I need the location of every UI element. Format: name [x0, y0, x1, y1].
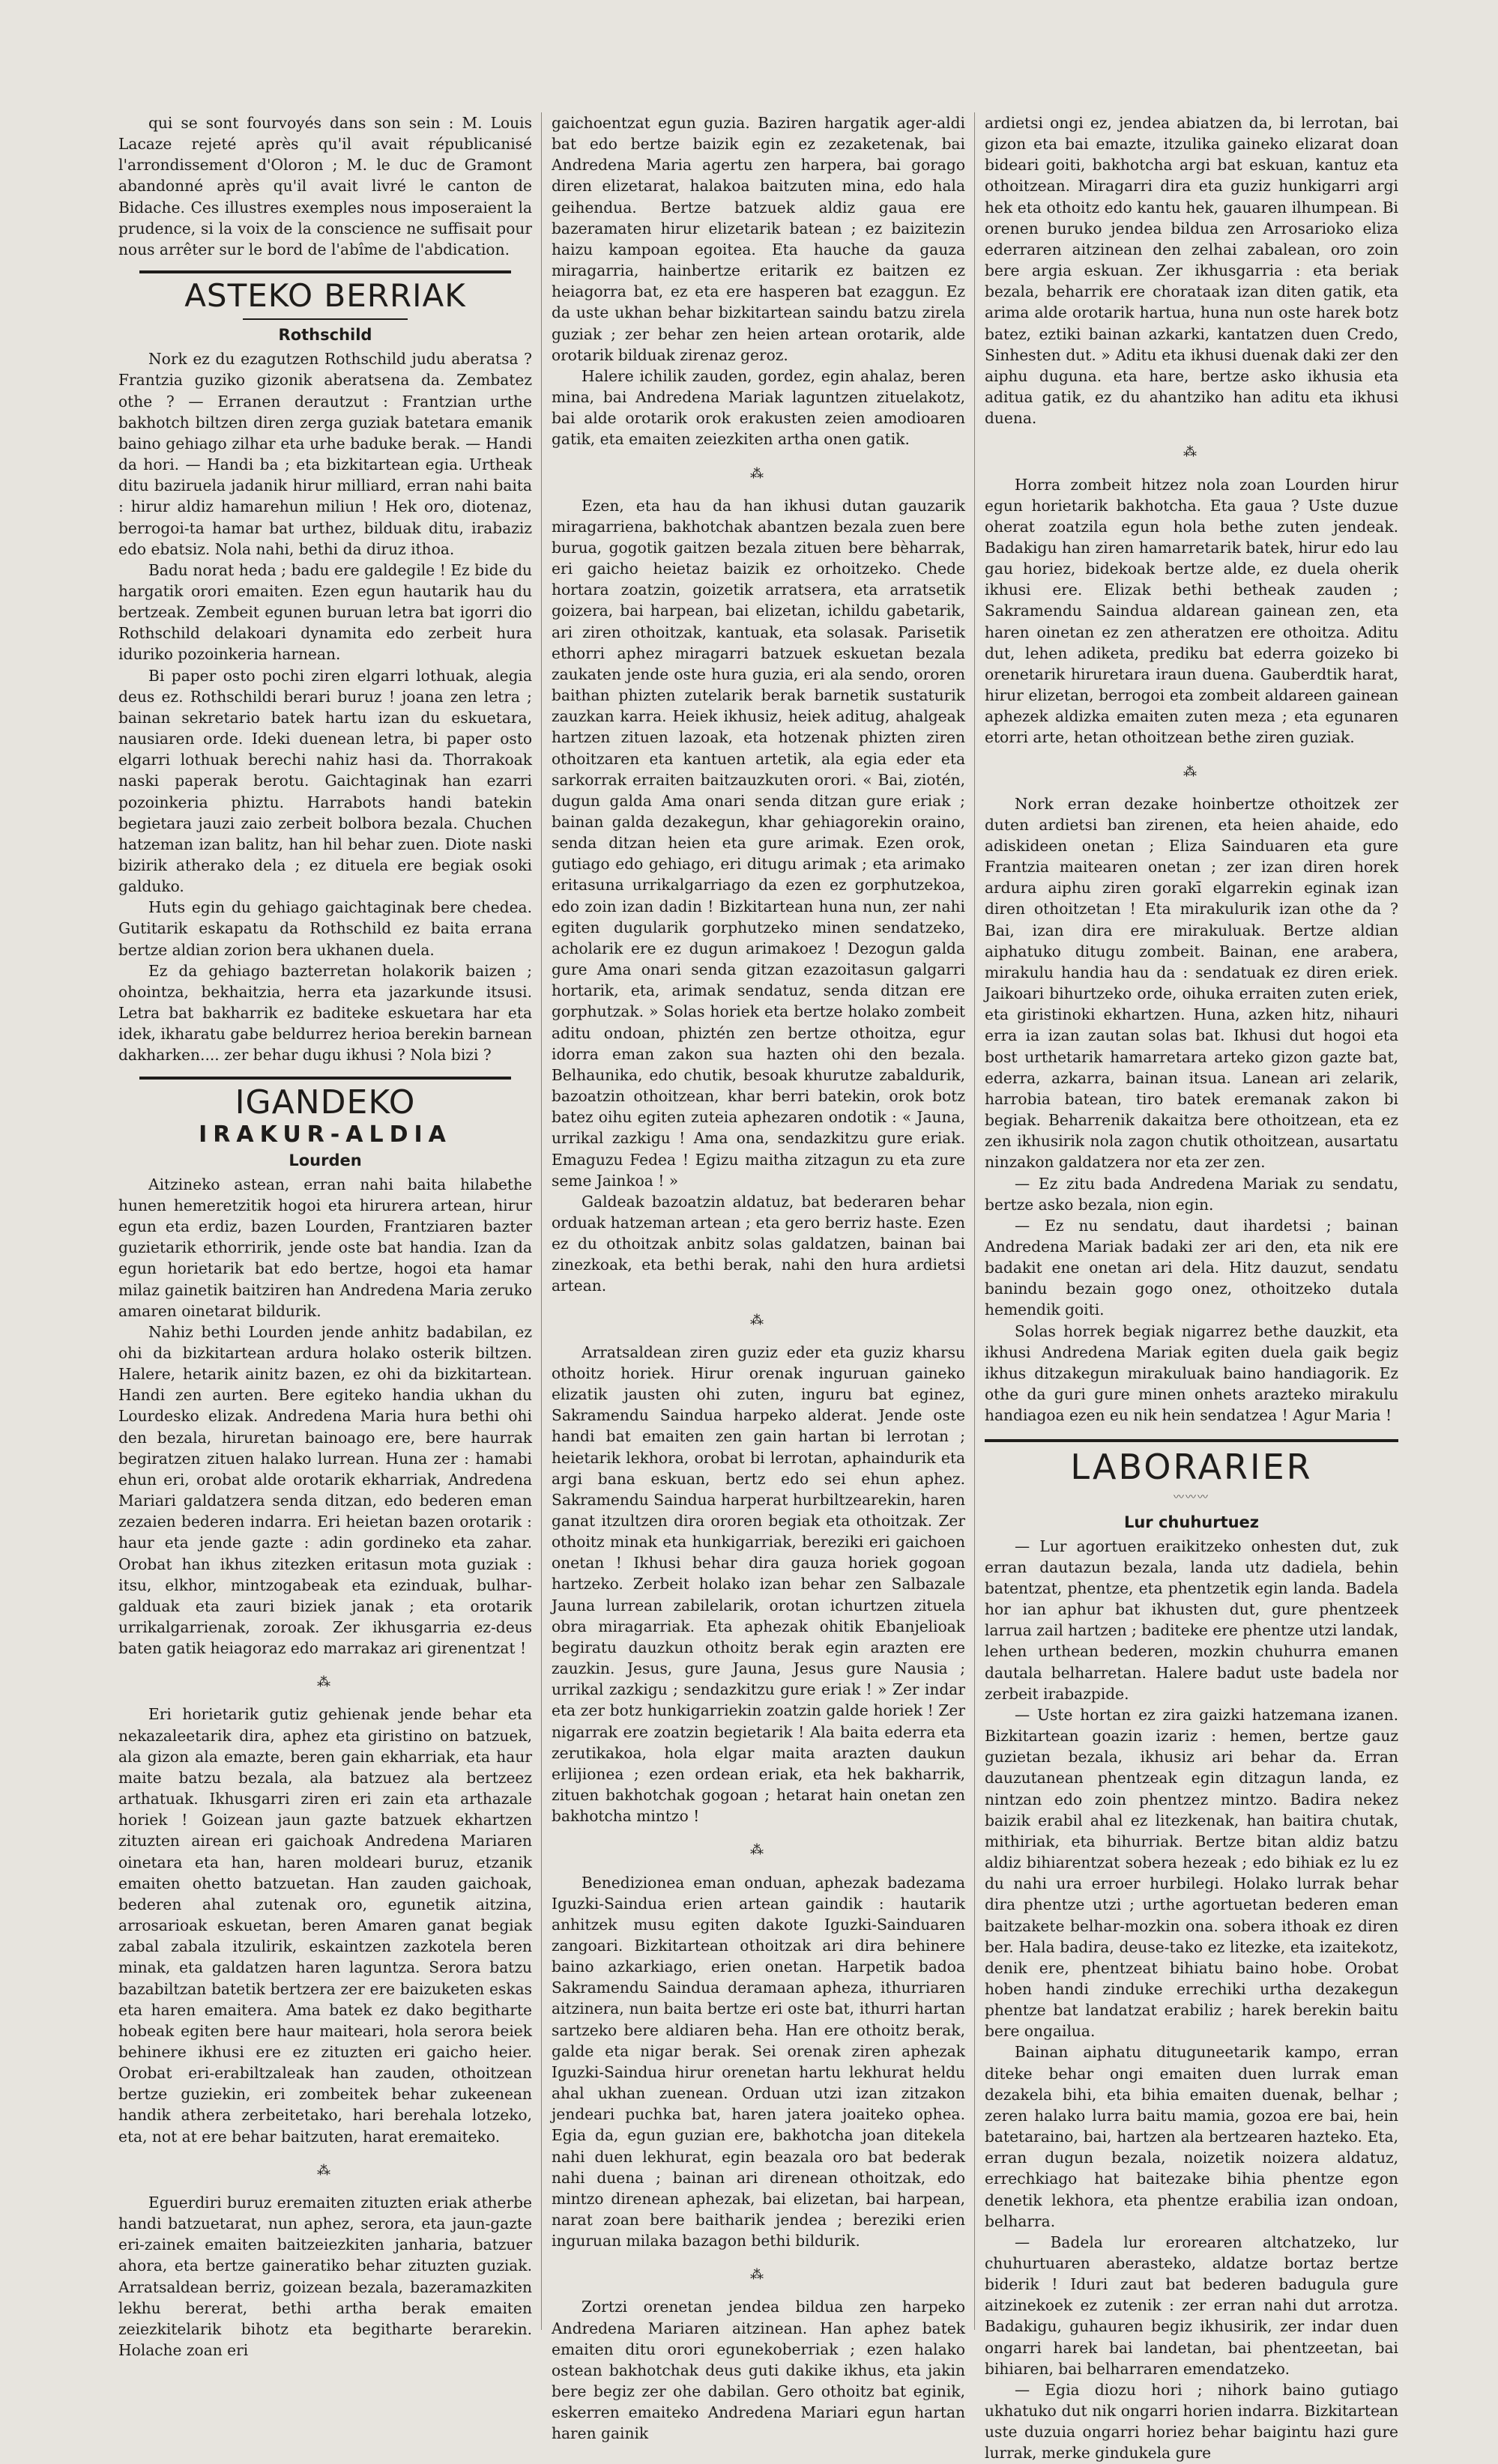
ornament-squiggle: 〰〰〰	[1174, 1492, 1209, 1504]
section-rule	[139, 270, 512, 273]
article-paragraph: Horra zombeit hitzez nola zoan Lourden hirur egun horietarik bakhotcha. Eta gaua ? Uste duzue oherat zoatzila egun hola bethe zuten jendeak. Badakigu han ziren hamarretarik batek, hirur edo lau gau horiez, bidekoak bertze alde, ez duela oherik ikhusi ere. Elizak bethi betheak zauden ; Sakramendu Saindua aldarean gainean zen, eta haren oinetan ez zen atheratzen ere othoitza. Aditu dut, lehen adiketa, prediku bat ederra goizeko bi orenetarik hiruretara iraun duena. Gauberdtik harat, hirur elizetan, berrogoi eta zombeit aldareen gainean aphezek aldizka emaiten zuten meza ; eta egunaren etorri arte, hetan othoitzean bethe ziren guziak.	[985, 475, 1398, 747]
article-paragraph: — Ez zitu bada Andredena Mariak zu sendatu, bertze asko bezala, nion egin.	[985, 1174, 1398, 1214]
ornament-asterism: ⁂	[750, 2267, 767, 2283]
column-3	[985, 112, 1398, 2464]
article-paragraph: — Badela lur erorearen altchatzeko, lur chuhurtuaren aberasteko, aldatze bortaz bertze biderik ! Iduri zaut bat bederen badugula gure aitzinekoek ez zutenik : zer erran nahi dut arrotza. Badakigu, guhauren begiz ikhusirik, zer indar duen ongarri harek bai landetan, bai phentzeetan, bai bihiaren, bai belharraren emendatzeko.	[985, 2233, 1398, 2378]
article-paragraph: Nahiz bethi Lourden jende anhitz badabilan, ez ohi da bizkitartean ardura holako osterik biltzen. Halere, hetarik ainitz bazen, ez ohi da bizkitartean. Handi zen aurten. Bere egiteko handia ukhan du Lourdesko elizak. Andredena Maria hura bethi ohi den bezala, hiruretan bainoago ere, bere haurrak begiratzen zituen halako lurrean. Huna zer : hamabi ehun eri, orobat alde orotarik ekharriak, Andredena Mariari galdatzera senda ditzan, edo bederen eman zezaien bederen indarra. Eri heietan bazen orotarik : haur eta jende gazte : adin gordineko eta zahar. Orobat han ikhus zitezken eritasun mota guziak : itsu, elkhor, mintzogabeak eta ezinduak, bulhar-galduak eta zauri biziek janak ; eta orotarik urrikalgarrienak, zoroak. Zer ikhusgarria ez-deus baten gatik heiagoraz edo marrakaz ari girenentzat !	[118, 1322, 532, 1658]
article-paragraph: Zortzi orenetan jendea bildua zen harpeko Andredena Mariaren aitzinean. Han aphez batek emaiten ditu orori egunekoberriak ; ezen halako ostean bakhotchak deus guti dakike ikhus, eta jakin bere begiz zer ohe dabilan. Gero othoitz bat eginik, eskerren emaiteko Andredena Mariari egun hartan haren gainik	[552, 2298, 965, 2443]
article-paragraph: Eri horietarik gutiz gehienak jende behar eta nekazaleetarik dira, aphez eta giristino on batzuek, ala gizon ala emazte, beren gain ekharriak, eta haur maite batzu bezala, ala batzuez ala bertzeez arthatuak. Ikhusgarri ziren eri zain eta arthazale horiek ! Goizean jaun gazte batzuek ekhartzen zituzten airean eri gaichoak Andredena Mariaren oinetara eta han, haren moldeari buruz, etzanik emaiten ohetto batzuetan. Han zauden gaichoak, bederen ahal zutenak oro, egunetik aitzina, arrosarioak eskuetan, beren Amaren ganat begiak zabal zabala itzulirik, eskaintzen zazkotela beren minak, eta galdatzen haren laguntza. Serora batzu bazabiltzan batetik bertzera zer ere baizuketen eskas eta haren emaitera. Ama batek ez dako begitharte hobeak egiten bere haur maiteari, hola serora beiek behinere ikhusi ere ez zituzten eri gaicho heier. Orobat eri-erabiltzaleak han zauden, othoitzean bertze guziekin, eri zombeitek behar zukeenean handik athera zerbeitetako, hari berehala lotzeko, eta, not at ere behar baitzuten, harat eremaiteko.	[118, 1705, 532, 2146]
ornament-asterism: ⁂	[1183, 763, 1200, 780]
column-1	[118, 112, 532, 2361]
article-paragraph: Nork erran dezake hoinbertze othoitzek zer duten ardietsi ban zirenen, eta heien ahaide, edo adiskideen onetan ; Eliza Sainduaren eta gure Frantzia maitearen onetan ; zer izan diren horek ardura aiphu ziren gorakī elgarrekin eginak izan diren othoitzetan ! Eta mirakulurik izan othe da ? Bai, izan dira ere mirakuluak. Bertze aldian aiphatuko ditugu zombeit. Bainan, ene arabera, mirakulu handia hau da : sendatuak ez diren eriek. Jaikoari bihurtzeko orde, oihuka erraiten zuten eriek, eta giristinoki ekhartzen. Huna, azken hitz, nihauri erra ia izan zautan solas bat. Ikhusi dut hogoi eta bost urthetarik hamarretara arteko gizon gazte bat, ederra, azkarra, bainan itsua. Lanean ari zelarik, harrobia batean, tiro batek eremanak zakon bi begiak. Beharrenik dakaitza bere othoitzean, eta ez zen ikhusirik nola zagon chutik othoitzean, ausartatu ninzakon galdatzera nor eta zer zen.	[985, 794, 1398, 1172]
article-paragraph: Eguerdiri buruz eremaiten zituzten eriak atherbe handi batzuetarat, nun aphez, serora, eta jaun-gazte eri-zainek emaiten baitzeiezkiten janharia, batzuer ahora, eta bertze gaineratiko behar zituzten guziak. Arratsaldean berriz, goizean bezala, bazeramazkiten lekhu bererat, bethi artha berak emaiten zeiezkitelarik bihotz eta begitharte berarekin. Holache zoan eri	[118, 2193, 532, 2359]
article-paragraph: Galdeak bazoatzin aldatuz, bat bederaren behar orduak hatzeman artean ; eta gero berriz haste. Ezen ez du othoitzak anbitz solas galdatzen, bainan bai zinezkoak, eta bethi berak, nahi den hura ardietsi artean.	[552, 1192, 965, 1295]
ornament-asterism: ⁂	[750, 1842, 767, 1859]
article-subtitle-rothschild: Rothschild	[278, 326, 372, 345]
article-subtitle-lourden: Lourden	[289, 1151, 362, 1169]
section-title-asteko-berriak: ASTEKO BERRIAK	[184, 277, 466, 315]
column-divider	[974, 112, 975, 2330]
article-paragraph: Solas horrek begiak nigarrez bethe dauzkit, eta ikhusi Andredena Mariak egiten duela gaik begiz ikhus ditzakegun mirakuluak baino handiagorik. Ez othe da guri gure minen onhets arazteko mirakulu handiagoa ezen eu nik hein sendatzea ! Agur Maria !	[985, 1322, 1398, 1425]
ornament-asterism: ⁂	[317, 2162, 333, 2179]
article-paragraph: — Egia diozu hori ; nihork baino gutiago ukhatuko dut nik ongarri horien indarra. Bizkitartean uste duzuia ongarri horiez behar baigintu hazi gure lurrak, merke gindukela gure	[985, 2380, 1398, 2463]
section-rule	[139, 1077, 512, 1080]
article-paragraph: — Ez nu sendatu, daut ihardetsi ; bainan Andredena Mariak badaki zer ari den, eta nik ere badakit ene onetan ari dela. Hitz dauzut, sendatu banindu bezain gogo onez, othoitzeko dutala hemendik goiti.	[985, 1216, 1398, 1319]
article-paragraph: Huts egin du gehiago gaichtaginak bere chedea. Gutitarik eskapatu da Rothschild ez baita errana bertze aldian zorion bera ukhanen duela.	[118, 898, 532, 959]
article-paragraph: Aitzineko astean, erran nahi baita hilabethe hunen hemeretzitik hogoi eta hirurera artean, hirur egun eta erdiz, bazen Lourden, Frantziaren bazter guzietarik ethorririk, jende oste bat handia. Izan da egun horietarik bat edo bertze, hogoi eta hamar milaz gainetik baitziren han Andredena Maria zeruko amaren oinetarat bildurik.	[118, 1175, 532, 1320]
article-paragraph: Benedizionea eman onduan, aphezak badezama Iguzki-Saindua erien artean gaindik : hautarik anhitzek musu egiten dakote Iguzki-Sainduaren zangoari. Bizkitartean othoitzak ari dira behinere baino azkarkiago, erien onetan. Harpetik badoa Sakramendu Saindua deramaan apheza, ithurriaren aitzinera, nun baita bertze eri oste bat, ithurri hartan sartzeko bere aldiaren beha. Han ere othoitz berak, galde eta nigar berak. Sei orenak ziren aphezak Iguzki-Saindua hirur orenetan hartu lekhurat heldu ahal ukhan zuenean. Orduan utzi izan zitzakon jendeari puchka bat, haren jatera joaiteko ophea. Egia da, egun guzian ere, bakhotcha joan ditekela nahi duen lekhurat, egin beazala oro bat bederak nahi duena ; bainan ari direnean othoitzak, edo mintzo direnean aphezak, bai elizetan, bai harpean, narat zoan bere baitharik jendea ; bereziki erien inguruan milaka bazagon bethi bildurik.	[552, 1873, 965, 2250]
article-paragraph: Bainan aiphatu dituguneetarik kampo, erran diteke behar ongi emaiten duen lurrak eman dezakela bihi, eta bihia emaiten duenak, belhar ; zeren halako lurra baitu mamia, gozoa ere bai, hein batetaraino, bai, hartzen ala bertzearen hazteko. Eta, erran dugun bezala, noizetik noizera aldatuz, errechkiago hat baitezake bihia phentze egon denetik lekhora, eta phentze erabilia izan ondoan, belharra.	[985, 2043, 1398, 2230]
section-title-igandeko: IGANDEKO	[235, 1083, 416, 1121]
ornament-asterism: ⁂	[750, 465, 767, 482]
section-title-laborarier: LABORARIER	[1070, 1447, 1313, 1488]
article-paragraph: Ezen, eta hau da han ikhusi dutan gauzarik miragarriena, bakhotchak abantzen bezala zuen bere burua, gogotik gaitzen bezala zituen bere bèharrak, eri gaicho heietaz baizik ez orhoitzeko. Chede hortara zoatzin, goizetik arratsera, eta arratsetik goizera, bai harpean, bai elizetan, ichildu gabetarik, ari ziren othoitzak, kantuak, eta solasak. Parisetik ethorri aphez miragarri batzuek eskuetan bezala zaukaten jende oste hura guzia, eri ala sendo, ororen baithan phizten zutelarik berak barnetik sustaturik zauzkan karra. Heiek ikhusiz, heiek aditug, ahalgeak hartzen zituen lazoak, eta hotzenak phizten ziren othoitzaren eta kantuen artetik, ala egia eder eta sarkorrak erraiten baitzauzkuten orori. « Bai, ziotén, dugun galda Ama onari senda ditzan gure eriak ; bainan galda dezakegun, khar gehiagorekin oraino, senda ditzan heien eta gure arimak. Ezen orok, gutiago edo gehiago, eri ditugu arimak ; eta arimako eritasuna urrikalgarriago da ezen ez gorphutzekoa, edo zoin izan dadin ! Bizkitartean huna nun, zer nahi egiten dugularik gorphutzeko minen sendatzeko, acholarik ere ez dugun arimakoez ! Dezogun galda gure Ama onari senda gitzan ezazoitasun galgarri hortarik, eta, arimak sendatuz, senda ditzan ere gorphutzak. » Solas horiek eta bertze holako zombeit aditu ondoan, phiztén zen bertze othoitza, egur idorra eman zakon sua hazten ohi den bezala. Belhaunika, edo chutik, besoak khurutze zabaldurik, bazoatzin othoitzean, khar berri batekin, orok botz batez oihu egiten zuteia aphezaren ondotik : « Jauna, urrikal zazkigu ! Ama ona, sendazkitzu gure eriak. Emaguzu Fedea ! Egizu maitha zitzagun zu eta zure seme Jainkoa ! »	[552, 496, 965, 1190]
article-paragraph: ardietsi ongi ez, jendea abiatzen da, bi lerrotan, bai gizon eta bai emazte, itzulika gaineko elizarat doan bideari goiti, bakhotcha argi bat eskuan, kantuz eta othoitzean. Miragarri dira eta guziz hunkigarri argi hek eta othoitz edo kantu hek, gauaren ilhumpean. Bi orenen buruko jendea bildua zen Arrosarioko eliza ederraren aitzinean den zelhai zabalean, oro zoin bere argia eskuan. Zer ikhusgarria : eta beriak bezala, beharrik ere chorataak izan diten gatik, eta arima alde orotarik hartua, huna nun oste harek botz batez, eztiki bainan azkarki, kantatzen duen Credo, Sinhesten dut. » Aditu eta ikhusi duenak daki zer den aiphu duguna. eta hare, bertze asko ikhusia eta aditua gatik, ez du ahantziko han aditu eta ikhusi duena.	[985, 114, 1398, 428]
article-paragraph: Arratsaldean ziren guziz eder eta guziz kharsu othoitz horiek. Hirur orenak inguruan gaineko elizatik jausten ohi zuten, inguru bat eginez, Sakramendu Saindua harpeko alderat. Jende oste handi bat emaiten zen gain hartan bi lerrotan ; heietarik lekhora, orobat bi lerrotan, aphaindurik eta argi bana eskuan, bertz edo sei ehun aphez. Sakramendu Saindua harperat hurbiltzearekin, haren ganat itzultzen dira ororen begiak eta othoitzak. Zer othoitz minak eta hunkigarriak, bereziki eri gaichoen onetan ! Ikhusi behar dira gauza horiek gogoan hartzeko. Zerbeit holako izan behar zen Salbazale Jauna lurrean zabilelarik, orotan ichurtzen zituela obra miragarriak. Eta aphezak ohitik Ebanjelioak begiratu dauzkun othoitz berak egin arazten ere zauzkin. Jesus, gure Jauna, Jesus gure Nausia ; urrikal zazkigu ; sendazkitzu gure eriak ! » Zer indar eta zer botz hunkigarriekin zoatzin galde horiek ! Zer nigarrak ere zoatzin begietarik ! Ala baita ederra eta zerutikakoa, hola elgar maita arazten daukun erlijionea ; ezen ordean eriak, eta hek bakharrik, zituen bakhotchak gogoan ; hetarat hain onetan zen bakhotcha mintzo !	[552, 1343, 965, 1826]
article-paragraph: gaichoentzat egun guzia. Baziren hargatik ager-aldi bat edo bertze baizik egin ez zezaketenak, bai Andredena Maria agertu zen harpera, bai gorago diren elizetarat, halakoa baitzuten mina, edo hala geihendua. Bertze batzuek aldiz gaua ere bazeramaten hirur elizetarik batean ; ez baizitezin haizu kampoan egoitea. Eta hauche da gauza miragarria, hainbertze eritarik ez baitzen ez heiagorra bat, ez eta ere hasperen bat ezaggun. Ez da uste ukhan behar bizkitartean saindu batzu zirela guziak ; zer behar zen heien artean orotarik, alde orotarik bilduak zirenaz geroz.	[552, 114, 965, 364]
ornament-asterism: ⁂	[1183, 444, 1200, 461]
article-paragraph: Halere ichilik zauden, gordez, egin ahalaz, beren mina, bai Andredena Mariak laguntzen zituelakotz, bai alde orotarik orok erakusten zeien amodioaren gatik, eta emaiten zeiezkiten artha onen gatik.	[552, 366, 965, 449]
article-paragraph: Bi paper osto pochi ziren elgarri lothuak, alegia deus ez. Rothschildi berari buruz ! joana zen letra ; bainan sekretario batek hartu izan du eskuetara, nausiaren orde. Ideki duenean letra, bi paper osto elgarri lothuak berechi nahiz hasi da. Thorrakoak naski paperak berotu. Gaichtaginak han ezarri pozoinkeria phiztu. Harrabots handi batekin begietara jauzi zaio zerbeit bolbora bezala. Chuchen hatzeman izan balitz, han hil behar zuen. Diote naski bizirik atherako dela ; ez dituela ere begiak osoki galduko.	[118, 666, 532, 896]
column-divider	[541, 112, 542, 2330]
section-rule	[243, 318, 408, 320]
article-paragraph: Nork ez du ezagutzen Rothschild judu aberatsa ? Frantzia guziko gizonik aberatsena da. Zembatez othe ? — Erranen derautzut : Frantzian urthe bakhotch biltzen diren zerga guziak batetara emanik baino gehiago zilhar eta urhe baduke berak. — Handi da hori. — Handi ba ; eta bizkitartean egia. Urtheak ditu baziruela jadanik hirur milliard, erran nahi baita : hirur aldiz hamarehun miliun ! Hek oro, diotenaz, berrogoi-ta hamar bat urthez, bilduak ditu, irabaziz edo ebatsiz. Nola nahi, bethi da diruz ithoa.	[118, 350, 532, 558]
ornament-asterism: ⁂	[317, 1674, 333, 1691]
article-paragraph: Badu norat heda ; badu ere galdegile ! Ez bide du hargatik orori emaiten. Ezen egun hautarik hau du bertzeak. Zembeit egunen buruan letra bat igorri dio Rothschild delakoari dynamita edo zerbeit hura iduriko pozoinkeria harnean.	[118, 560, 532, 664]
intro-paragraph: qui se sont fourvoyés dans son sein : M. Louis Lacaze rejeté après qu'il avait républicanisé l'arrondissement d'Oloron ; M. le duc de Gramont abandonné après qu'il avait livré le canton de Bidache. Ces illustres exemples nous imposeraient la prudence, si la voix de la conscience ne suffisait pour nous arrêter sur le bord de l'abîme de l'abdication.	[118, 114, 532, 258]
column-2	[552, 112, 965, 2445]
section-rule	[985, 1439, 1398, 1442]
section-title-irakur-aldia: IRAKUR-ALDIA	[199, 1121, 452, 1148]
ornament-asterism: ⁂	[750, 1312, 767, 1328]
article-subtitle-lur-chuhurtuez: Lur chuhurtuez	[1123, 1513, 1260, 1531]
article-paragraph: — Uste hortan ez zira gaizki hatzemana izanen. Bizkitartean goazin izariz : hemen, bertze gauz guzietan bezala, ikhusiz ari behar da. Erran dauzutanean phentzeak egin ditzagun landa, ez nintzan edo zoin phentzez mintzo. Badira nekez baizik erabil ahal ez litezkenak, han baitira chutak, mithiriak, eta bihurriak. Bertze bitan aldiz batzu aldiz bihiarentzat sobera hezeak ; edo bihiak ez lu ez du nahi ura erroer hurbilegi. Holako lurrak behar dira phentze utzi ; urthe agortuetan bederen eman baitzakete belhar-mozkin ona. sobera ithoak ez diren ber. Hala badira, deuse-tako ez litezke, eta izaitekotz, denik ere, phentzeat bihiatu baino hobe. Orobat hoben handi zinduke errechiki urtha dezakegun phentze bat landatzat erabiliz ; harek berekin baitu bere ongailua.	[985, 1705, 1398, 2041]
article-paragraph: — Lur agortuen eraikitzeko onhesten dut, zuk erran dautazun bezala, landa utz dadiela, behin batentzat, phentze, eta phentzetik egin landa. Badela hor ian aphur bat ikhusten dut, gure phentzeek larrua zail hartzen ; baditeke ere phentze utzi landak, lehen urthean bederen, mozkin chuhurra emanen dautala belharretan. Halere badut uste badela nor zerbeit irabazpide.	[985, 1537, 1398, 1703]
article-paragraph: Ez da gehiago bazterretan holakorik baizen ; ohointza, bekhaitzia, herra eta jazarkunde itsusi. Letra bat bakharrik ez baditeke eskuetara har eta idek, ikharatu gabe beldurrez herioa berekin barnean dakharken.... zer behar dugu ikhusi ? Nola bizi ?	[118, 961, 532, 1065]
